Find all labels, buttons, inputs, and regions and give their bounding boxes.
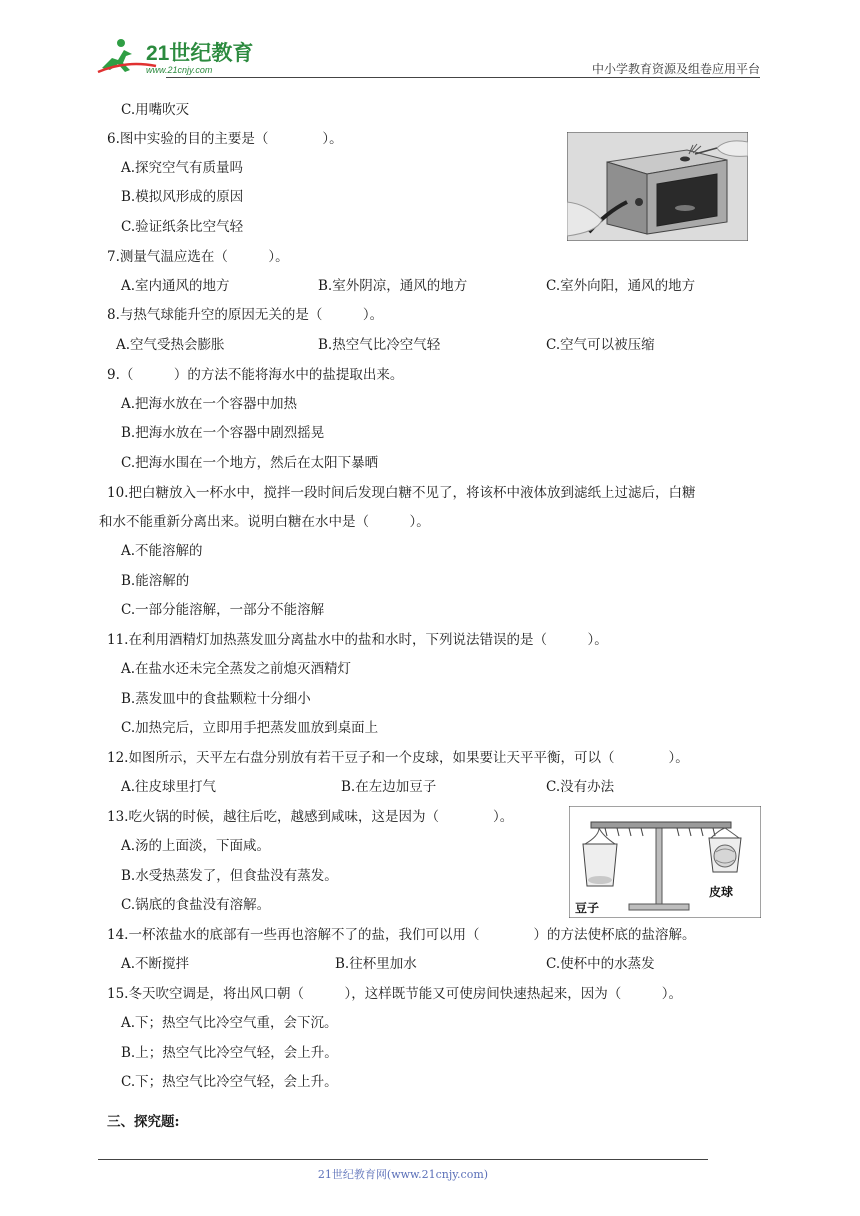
q6-option-a: A.探究空气有质量吗 — [121, 160, 244, 176]
q13-option-c: C.锅底的食盐没有溶解。 — [121, 897, 271, 913]
q13-stem: 13.吃火锅的时候，越往后吃，越感到咸味，这是因为（ ）。 — [107, 809, 514, 825]
svg-text:21世纪教育: 21世纪教育 — [146, 42, 254, 65]
svg-text:www.21cnjy.com: www.21cnjy.com — [146, 65, 213, 75]
q13-option-a: A.汤的上面淡，下面咸。 — [121, 838, 271, 854]
q6-option-b: B.模拟风形成的原因 — [121, 189, 244, 205]
q10-option-a: A.不能溶解的 — [121, 543, 203, 559]
q7-option-a: A.室内通风的地方 — [121, 278, 230, 294]
q10-option-c: C.一部分能溶解，一部分不能溶解 — [121, 602, 325, 618]
q10-stem-line2: 和水不能重新分离出来。说明白糖在水中是（ ）。 — [99, 514, 430, 530]
q7-option-b: B.室外阴凉，通风的地方 — [318, 278, 468, 294]
q7-option-c: C.室外向阳，通风的地方 — [546, 278, 696, 294]
q9-option-a: A.把海水放在一个容器中加热 — [121, 396, 298, 412]
svg-text:皮球: 皮球 — [709, 885, 734, 899]
platform-title: 中小学教育资源及组卷应用平台 — [591, 62, 760, 76]
q9-option-b: B.把海水放在一个容器中剧烈摇晃 — [121, 425, 325, 441]
q9-option-c: C.把海水围在一个地方，然后在太阳下暴晒 — [121, 455, 379, 471]
q12-stem: 12.如图所示，天平左右盘分别放有若干豆子和一个皮球，如果要让天平平衡，可以（ ）。 — [107, 750, 689, 766]
q9-stem: 9.（ ）的方法不能将海水中的盐提取出来。 — [107, 367, 404, 383]
q15-stem: 15.冬天吹空调是，将出风口朝（ ），这样既节能又可使房间快速热起来，因为（ ）。 — [107, 986, 682, 1002]
box-experiment-photo — [567, 132, 748, 241]
q6-option-c: C.验证纸条比空气轻 — [121, 219, 244, 235]
q15-option-a: A.下；热空气比冷空气重，会下沉。 — [121, 1015, 338, 1031]
q14-option-a: A.不断搅拌 — [121, 956, 190, 972]
q5-option-c: C.用嘴吹灭 — [121, 102, 190, 118]
svg-text:豆子: 豆子 — [575, 901, 600, 915]
footer-divider — [98, 1159, 708, 1160]
q15-option-b: B.上；热空气比冷空气轻，会上升。 — [121, 1045, 338, 1061]
q10-stem-line1: 10.把白糖放入一杯水中，搅拌一段时间后发现白糖不见了，将该杯中液体放到滤纸上过滤后，白糖 — [107, 485, 696, 501]
header-divider — [166, 77, 760, 78]
q14-option-b: B.往杯里加水 — [335, 956, 417, 972]
q12-option-a: A.往皮球里打气 — [121, 779, 217, 795]
q11-option-a: A.在盐水还未完全蒸发之前熄灭酒精灯 — [121, 661, 352, 677]
q13-option-b: B.水受热蒸发了，但食盐没有蒸发。 — [121, 868, 338, 884]
footer-site: 21世纪教育网(www.21cnjy.com) — [317, 1168, 489, 1181]
q8-option-a: A.空气受热会膨胀 — [116, 337, 225, 353]
q14-stem: 14.一杯浓盐水的底部有一些再也溶解不了的盐，我们可以用（ ）的方法使杯底的盐溶解。 — [107, 927, 696, 943]
q11-option-b: B.蒸发皿中的食盐颗粒十分细小 — [121, 691, 311, 707]
q11-stem: 11.在利用酒精灯加热蒸发皿分离盐水中的盐和水时，下列说法错误的是（ ）。 — [107, 632, 608, 648]
q6-stem: 6.图中实验的目的主要是（ ）。 — [107, 131, 343, 147]
q8-stem: 8.与热气球能升空的原因无关的是（ ）。 — [107, 307, 384, 323]
q7-stem: 7.测量气温应选在（ ）。 — [107, 249, 289, 265]
q8-option-c: C.空气可以被压缩 — [546, 337, 655, 353]
q14-option-c: C.使杯中的水蒸发 — [546, 956, 655, 972]
logo-21cnjy — [96, 36, 266, 78]
q10-option-b: B.能溶解的 — [121, 573, 190, 589]
section-title-inquiry: 三、探究题: — [107, 1114, 180, 1130]
q15-option-c: C.下；热空气比冷空气轻，会上升。 — [121, 1074, 338, 1090]
page-header — [96, 36, 760, 78]
q12-option-c: C.没有办法 — [546, 779, 615, 795]
q12-option-b: B.在左边加豆子 — [341, 779, 437, 795]
balance-figure — [569, 806, 761, 918]
q11-option-c: C.加热完后，立即用手把蒸发皿放到桌面上 — [121, 720, 379, 736]
q8-option-b: B.热空气比冷空气轻 — [318, 337, 441, 353]
